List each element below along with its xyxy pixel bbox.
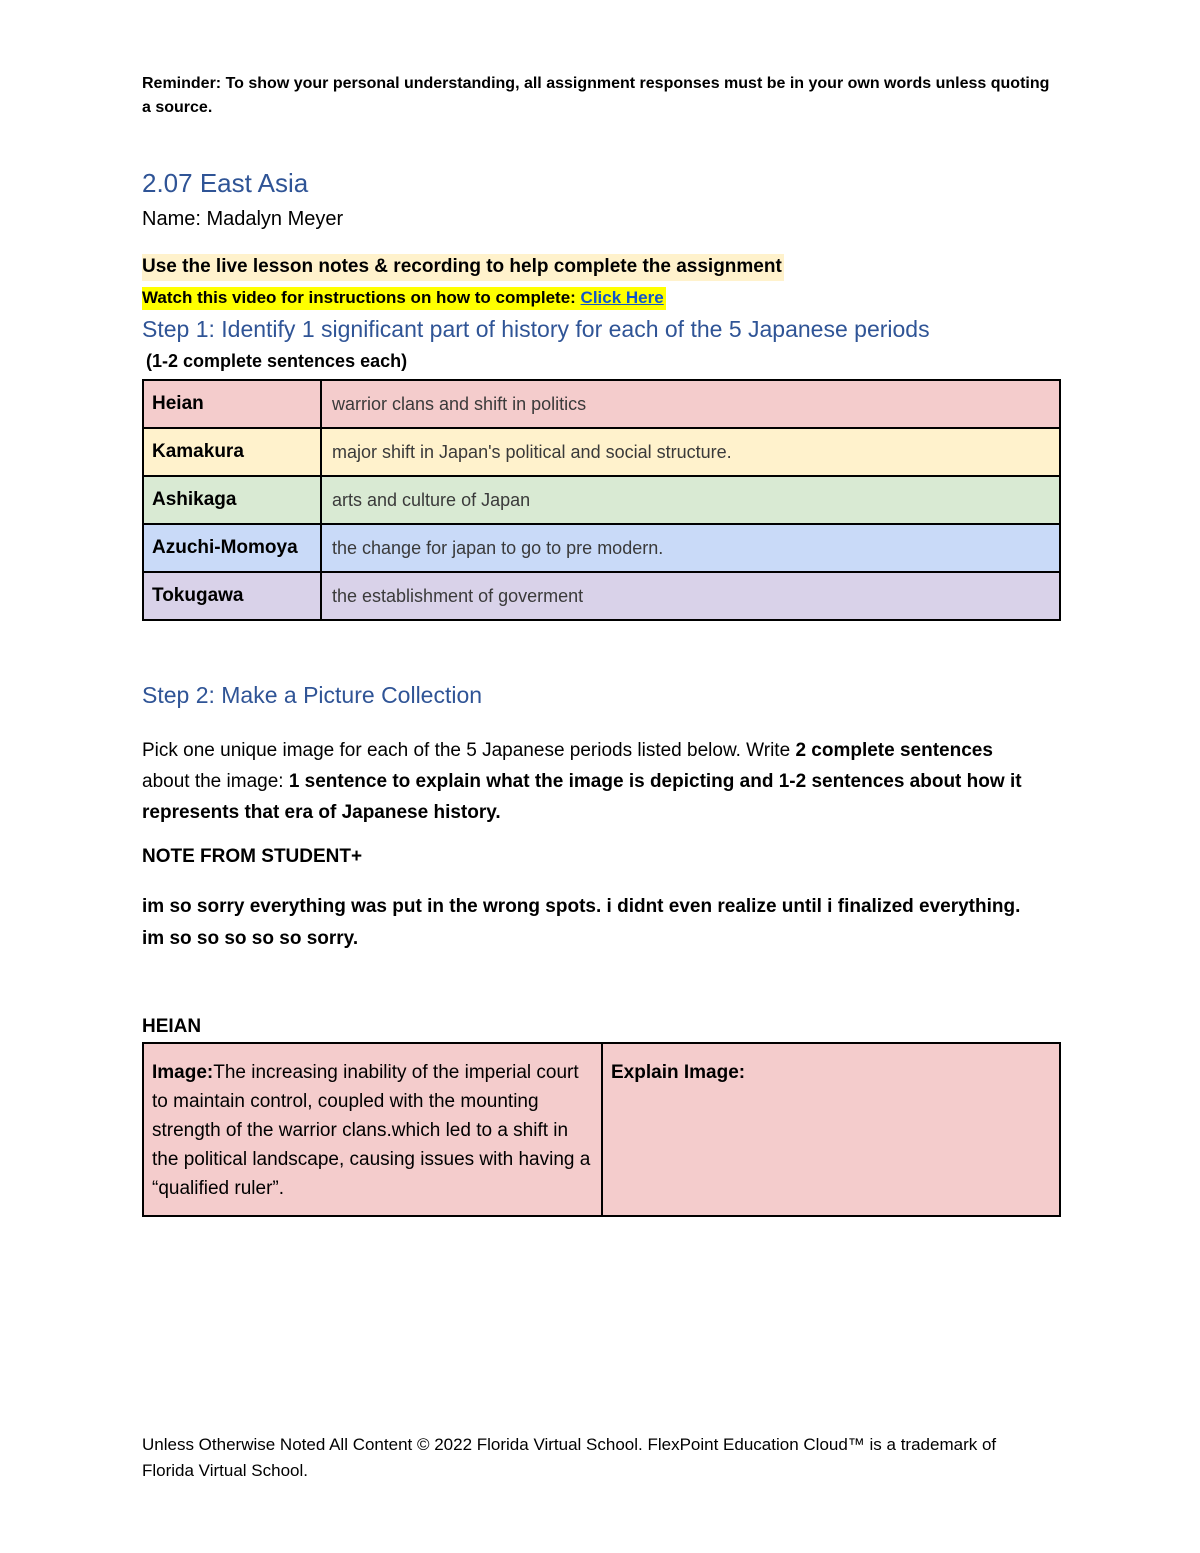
step2-instructions — [142, 735, 1022, 828]
video-instruction — [142, 287, 666, 310]
note-text: im so sorry everything was put in the wrong spots. i didnt even realize until i finalized everything. im so so so so so sorry. — [142, 896, 1021, 949]
period-answer[interactable]: warrior clans and shift in politics — [321, 380, 1060, 428]
table-row — [143, 1043, 1060, 1216]
note-title: NOTE FROM STUDENT+ — [142, 846, 363, 867]
table-row — [143, 380, 1060, 428]
period-name: Azuchi-Momoya — [143, 524, 321, 572]
table-row — [143, 524, 1060, 572]
period-answer[interactable]: major shift in Japan's political and social structure. — [321, 428, 1060, 476]
image-text: The increasing inability of the imperial court to maintain control, coupled with the mounting strength of the warrior clans.which led to a shift in the political landscape, causing issues with having a “qualified ruler”. — [152, 1062, 591, 1199]
period-answer[interactable]: arts and culture of Japan — [321, 476, 1060, 524]
instr-part: 2 complete sentences — [795, 740, 993, 761]
table-row — [143, 572, 1060, 620]
periods-table — [142, 379, 1061, 621]
instr-part: Pick one unique image for each of the 5 Japanese periods listed below. Write — [142, 740, 796, 761]
live-lesson-instruction: Use the live lesson notes & recording to help complete the assignment — [142, 254, 784, 281]
period-name: Tokugawa — [143, 572, 321, 620]
explain-cell[interactable] — [602, 1043, 1060, 1216]
step1-subheading: (1-2 complete sentences each) — [146, 351, 408, 371]
period-answer[interactable]: the establishment of goverment — [321, 572, 1060, 620]
click-here-link[interactable]: Click Here — [580, 288, 664, 307]
reminder-text: Reminder: To show your personal understanding, all assignment responses must be in your own words unless quoting a source. — [142, 75, 1050, 116]
page-title: 2.07 East Asia — [142, 168, 309, 198]
student-name: Name: Madalyn Meyer — [142, 208, 344, 230]
instr-part: about the image: — [142, 771, 289, 792]
step2-heading: Step 2: Make a Picture Collection — [142, 682, 483, 708]
video-instruction-text: Watch this video for instructions on how to complete: — [142, 288, 581, 307]
table-row — [143, 428, 1060, 476]
explain-label: Explain Image: — [611, 1062, 746, 1083]
period-name: Ashikaga — [143, 476, 321, 524]
period-name: Heian — [143, 380, 321, 428]
heian-label: HEIAN — [142, 1016, 202, 1037]
image-cell[interactable] — [143, 1043, 602, 1216]
period-name: Kamakura — [143, 428, 321, 476]
table-row — [143, 476, 1060, 524]
image-label: Image: — [152, 1062, 214, 1083]
step1-heading: Step 1: Identify 1 significant part of history for each of the 5 Japanese periods — [142, 316, 930, 342]
heian-image-table — [142, 1042, 1061, 1217]
instr-part: 1 sentence to explain what the image is depicting and 1-2 sentences about how it represents that era of Japanese history. — [142, 771, 1022, 823]
footer-text: Unless Otherwise Noted All Content © 2022 Florida Virtual School. FlexPoint Education Cloud™ is a trademark of Florida Virtual School. — [142, 1435, 997, 1480]
period-answer[interactable]: the change for japan to go to pre modern. — [321, 524, 1060, 572]
